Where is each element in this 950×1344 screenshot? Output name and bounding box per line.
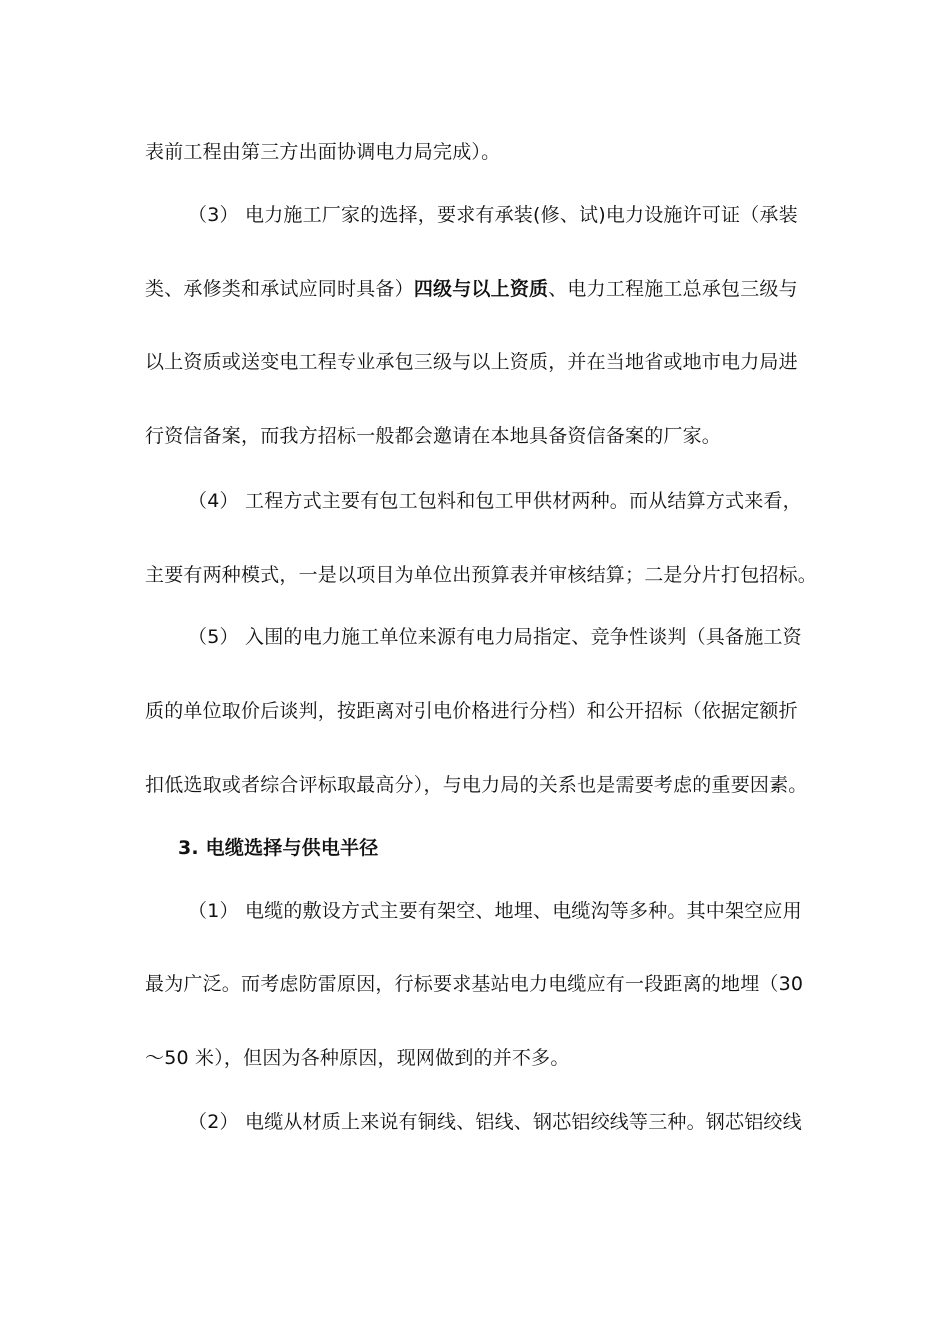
item-number: （3）: [188, 204, 239, 226]
bold-text-span: 四级与以上资质: [413, 278, 549, 300]
paragraph-4-line-1: [188, 489, 802, 513]
paragraph-q2-line-1: [188, 1110, 802, 1134]
text-line: 表前工程由第三方出面协调电力局完成）。: [145, 141, 501, 163]
paragraph-5-line-3: 扣低选取或者综合评标取最高分），与电力局的关系也是需要考虑的重要因素。: [145, 774, 808, 796]
text-span: 类、承修类和承试应同时具备）: [145, 278, 414, 300]
paragraph-3-line-4: 行资信备案，而我方招标一般都会邀请在本地具备资信备案的厂家。: [145, 425, 722, 447]
paragraph-3-line-3: 以上资质或送变电工程专业承包三级与以上资质，并在当地省或地市电力局进: [145, 351, 798, 373]
paragraph-q1-line-3: ～50 米），但因为各种原因，现网做到的并不多。: [145, 1047, 570, 1069]
paragraph-3-line-2: [145, 277, 798, 301]
text-span: 工程方式主要有包工包料和包工甲供材两种。而从结算方式来看，: [245, 490, 802, 512]
text-span: 入围的电力施工单位来源有电力局指定、竞争性谈判（具备施工资: [245, 626, 802, 648]
paragraph-3-line-1: [188, 203, 798, 227]
item-number: （4）: [188, 490, 239, 512]
paragraph-5-line-1: [188, 625, 802, 649]
item-number: （2）: [188, 1111, 239, 1133]
text-span: 、电力工程施工总承包三级与: [548, 278, 798, 300]
paragraph-5-line-2: 质的单位取价后谈判，按距离对引电价格进行分档）和公开招标（依据定额折: [145, 700, 798, 722]
paragraph-4-line-2: 主要有两种模式，一是以项目为单位出预算表并审核结算；二是分片打包招标。: [145, 564, 818, 586]
item-number: （5）: [188, 626, 239, 648]
paragraph-q1-line-1: [188, 899, 802, 923]
item-number: （1）: [188, 900, 239, 922]
text-span: 电缆从材质上来说有铜线、铝线、钢芯铝绞线等三种。钢芯铝绞线: [245, 1111, 802, 1133]
section-heading: 3. 电缆选择与供电半径: [178, 837, 379, 859]
paragraph-q1-line-2: 最为广泛。而考虑防雷原因，行标要求基站电力电缆应有一段距离的地埋（30: [145, 973, 804, 995]
text-span: 电力施工厂家的选择，要求有承装(修、试)电力设施许可证（承装: [245, 204, 798, 226]
text-span: 电缆的敷设方式主要有架空、地埋、电缆沟等多种。其中架空应用: [245, 900, 802, 922]
